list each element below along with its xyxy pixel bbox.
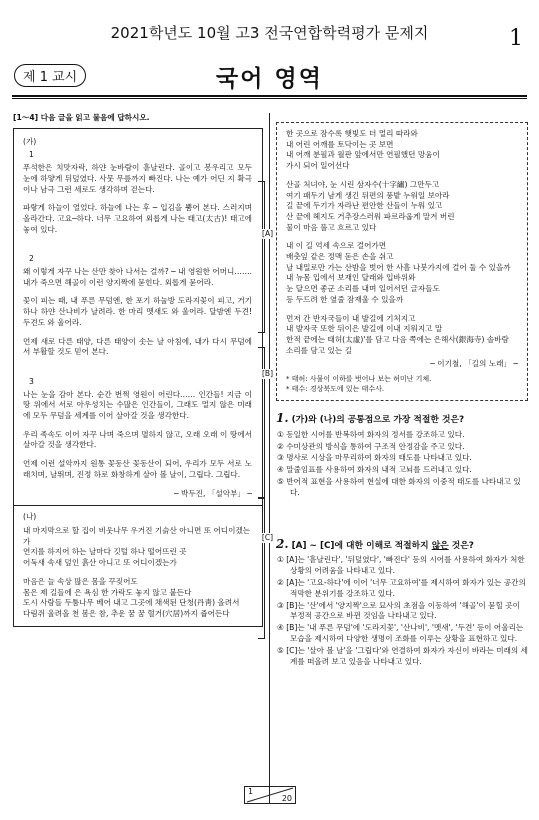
- period-badge: 제 1 교시: [14, 64, 86, 87]
- passage-paragraph: 언제 이런 설악까지 원통 꽃동산 꽃동산이 되어, 우리가 모두 서로 노래치며, 날뛰며, 진정 하로 화창하게 살아 볼 날이, 그립다. 그립다.: [23, 459, 252, 479]
- left-column: [13, 113, 273, 627]
- passage-paragraph: 파랗게 하늘이 얼었다. 하늘에 나는 후 ─ 입김을 뿜어 본다. 스러지며 올라간다. 고요─하다. 너무 고요하여 외롭게 나는 태고(太古)! 태고에 놓여 있다.: [23, 203, 252, 234]
- current-page: 1: [248, 787, 254, 796]
- answer-option-1[interactable]: ① 동일한 시어를 반복하여 화자의 정서를 강조하고 있다.: [277, 429, 465, 439]
- poem-line: 내 어린 어깨를 토닥이는 곳 보면: [286, 139, 394, 149]
- exam-title: 2021학년도 10월 고3 전국연합학력평가 문제지: [110, 24, 429, 42]
- passage-na-label: (나): [23, 512, 37, 522]
- passage-paragraph: 왜 이렇게 자꾸 나는 산만 찾아 나서는 걸까? ─ 내 영원한 어머니……. 내가 죽으면 해골이 이런 양지짝에 묻힌다. 외롭게 묻어라.: [23, 267, 252, 287]
- poem-line: 등 두드려 한 옆줄 잠재울 수 있을까: [286, 294, 404, 304]
- question-number: 1.: [276, 411, 289, 426]
- passage-na-box-left: [13, 506, 263, 626]
- bracket-label-a: [A]: [262, 228, 273, 238]
- answer-option-5[interactable]: ⑤ 반어적 표현을 사용하여 현실에 대한 화자의 이중적 태도를 나타내고 있다.: [277, 477, 521, 497]
- section-number: 3: [29, 376, 34, 386]
- section-number: 2: [29, 254, 34, 264]
- poem-line: 몸은 제 길들에 은 욕심 한 가락도 놓지 않고 붙든다: [23, 587, 192, 597]
- total-pages: 20: [281, 794, 292, 803]
- poem-line: 산골 처녀야, 눈 시린 삼자수(十字繡) 그만두고: [286, 179, 440, 189]
- footnote-line: * 태수: 경상북도에 있는 태수사.: [286, 385, 385, 394]
- passage-paragraph: 나는 눈을 감아 본다. 순간 번쩍 영원이 어린다…… 인간들! 지금 이 땅 위에서 서로 아우성치는 수많은 인간들이, 그래도 멀지 않은 미래에 모두 무덤을 세계를 이어 살아갈 것을 생각한다.: [23, 389, 252, 421]
- question-stem: [276, 413, 528, 426]
- question-text-end: 것은?: [448, 540, 474, 551]
- poem-line: 어둑새 속새 덮인 흙산 아니고 또 어디이겠는가: [23, 558, 177, 568]
- poem-line: 내 어깨 분필과 월판 앞에서만 연필했던 망움이: [286, 150, 440, 160]
- poem-line: 연지를 하지어 하는 날마다 깃털 하나 떨어뜨린 곳: [23, 547, 187, 557]
- bracket-label-c: [C]: [261, 532, 273, 542]
- question-emphasis: 않은: [431, 540, 449, 551]
- question-text: (가)와 (나)의 공통점으로 가장 적절한 것은?: [291, 415, 465, 426]
- answer-option-2[interactable]: ② 수미상관의 방식을 통하여 구조적 안정감을 주고 있다.: [277, 441, 465, 451]
- poem-line: 마음은 늘 속상 많은 몸을 꾸짖어도: [23, 576, 138, 586]
- footnote-line: * 태허: 사물이 이하를 벗어나 보는 허미난 기체.: [286, 375, 432, 384]
- passage-paragraph: 꽃이 피는 때, 내 푸른 무덤엔, 한 포기 하눌방 도라지꽃이 피고, 거기 하나 하얀 산나비가 날려라. 한 마리 멧새도 와 울어라. 달밤엔 두견! 두견도 와 울어라.: [23, 296, 252, 327]
- poem-line: 눈 달으면 좋군 소리를 내며 일어서던 글자들도: [286, 284, 440, 294]
- poem-line: 가시 되어 일어선다: [286, 161, 350, 171]
- answer-option-1[interactable]: ① [A]는 '흩날린다', '뒤덮였다', '빠진다' 등의 시어를 사용하여 화자가 처한 상황의 어려움을 나타내고 있다.: [277, 555, 525, 576]
- header-rule: [12, 95, 527, 97]
- answer-option-4[interactable]: ④ [B]는 '내 푸른 무덤'에 '도라지꽃', '산나비', '멧새', '두견' 등이 어울리는 모습을 제시하여 다양한 생명이 조화를 이루는 상황을 표현하고 있다.: [277, 623, 524, 644]
- question-stem: [276, 536, 528, 552]
- poem-line: 한적 끝에는 태허(太虛)'를 담고 다음 쪽에는 은해사(銀海寺) 솔바람 소리를 담고 있는 길: [286, 334, 509, 355]
- bracket-a: [258, 181, 265, 333]
- passage-paragraph: 우리 족속도 이어 자꾸 나며 죽으며 멸하지 않고, 오래 오래 이 땅에서 살아갈 것을 생각한다.: [23, 429, 252, 450]
- poem-line: 다림쥐 울려올 천 봄은 참, 추운 꿈 꿈 혈거(穴居)까지 줍어든다: [23, 608, 230, 618]
- poem-line: 배춧잎 같은 정맥 돋은 손을 쉬고: [286, 252, 394, 262]
- answer-option-3[interactable]: ③ 명사로 시상을 마무리하여 화자의 태도를 나타내고 있다.: [277, 453, 472, 463]
- page-indicator: [244, 786, 296, 804]
- subject-title: 국어 영역: [216, 66, 323, 92]
- poem-line: 여기 패두기 남게 생긴 뒤편의 풍밭 누워일 보아라: [286, 190, 450, 200]
- section-number: 1: [29, 150, 34, 160]
- poem-line: 먼저 간 반자국들이 내 발길에 기처지고: [286, 313, 416, 323]
- poem-line: 내 발자국 또한 뒤이은 발길에 이내 지워지고 말: [286, 324, 443, 334]
- page-number: 1: [509, 26, 523, 51]
- poem-line: 내 이 길 억세 속으로 걸어가면: [286, 241, 387, 251]
- poem-line: 산 끝에 헤지도 거추장스러워 파르라웁게 말겨 버린: [286, 211, 455, 221]
- passage-paragraph: 언제 새로 다른 태양, 다른 태양이 솟는 날 아침에, 내가 다시 무덤에서 부활할 것도 믿어 본다.: [23, 336, 252, 357]
- passage-reference: ─ 박두진, 「설악부」 ─: [174, 488, 252, 498]
- poem-line: 물이 마음 풀고 흐르고 있다: [286, 222, 377, 232]
- poem-line: 도시 사람들 두툼나무 베어 내고 그곳에 채색된 단청(丹靑) 올려서: [23, 598, 240, 608]
- question-1: [276, 413, 528, 499]
- passage-reference: ─ 이기철, 「길의 노래」 ─: [430, 359, 518, 369]
- right-column: [276, 122, 528, 668]
- answer-option-2[interactable]: ② [A]는 '고요-하다'에 이어 '너무 고요하여'를 제시하여 화자가 있는 공간의 적막한 분위기를 강조하고 있다.: [277, 578, 526, 598]
- poem-line: 날 내밀로만 가는 산밤을 벗어 한 사흘 나붓가지에 걸어 둘 수 있을까: [286, 262, 511, 272]
- question-2: [276, 536, 528, 668]
- passage-paragraph: 푸석한은 치맛자락, 하얀 눈바람이 흩날린다. 골이고 봉우리고 모두 눈에 하얗게 뒤덮였다. 사뭇 무릎까지 빠진다. 나는 예가 어딘 지 확극이나 남극 그런 세로도 생각하며 걷는다.: [23, 163, 252, 194]
- footnote: [286, 374, 518, 394]
- answer-option-3[interactable]: ③ [B]는 '산'에서 '양지짝'으로 묘사의 초점을 이동하여 '해골'이 묻힐 곳이 부정적 공간으로 바뀐 것임을 나타내고 있다.: [277, 600, 520, 621]
- poem-line: 내 마지막으로 할 집이 비웃나무 우거진 기슭산 아니면 또 어디이겠는가: [23, 525, 251, 546]
- poem-line: 내 뉴몸 입에서 보재인 달래와 입바위와: [286, 273, 416, 283]
- answer-option-5[interactable]: ⑤ [C]는 '살아 볼 날'을 '그립다'와 연결하여 화자가 자신이 바라는 미래의 세계를 떠올려 보고 있음을 나타내고 있다.: [277, 645, 528, 666]
- column-divider: [269, 113, 270, 803]
- question-text: [A] ~ [C]에 대한 이해로 적절하지: [291, 540, 432, 551]
- bracket-c: [258, 497, 265, 639]
- instruction: [1～4] 다음 글을 읽고 물음에 답하시오.: [13, 113, 150, 122]
- question-number: 2.: [276, 536, 289, 551]
- poem-line: 길 끝에 두기가 자라난 편안한 산들이 누워 있고: [286, 201, 443, 211]
- poem-line: 한 곳으로 잠수록 햇빛도 더 멀리 따라와: [286, 129, 418, 138]
- passage-ga-label: (가): [23, 136, 37, 146]
- passage-na-box-right: [276, 122, 528, 401]
- bracket-label-b: [B]: [262, 368, 273, 378]
- answer-option-4[interactable]: ④ 말줄임표를 사용하여 화자의 내적 고뇌를 드러내고 있다.: [277, 465, 472, 475]
- header-rule-thin: [12, 98, 527, 99]
